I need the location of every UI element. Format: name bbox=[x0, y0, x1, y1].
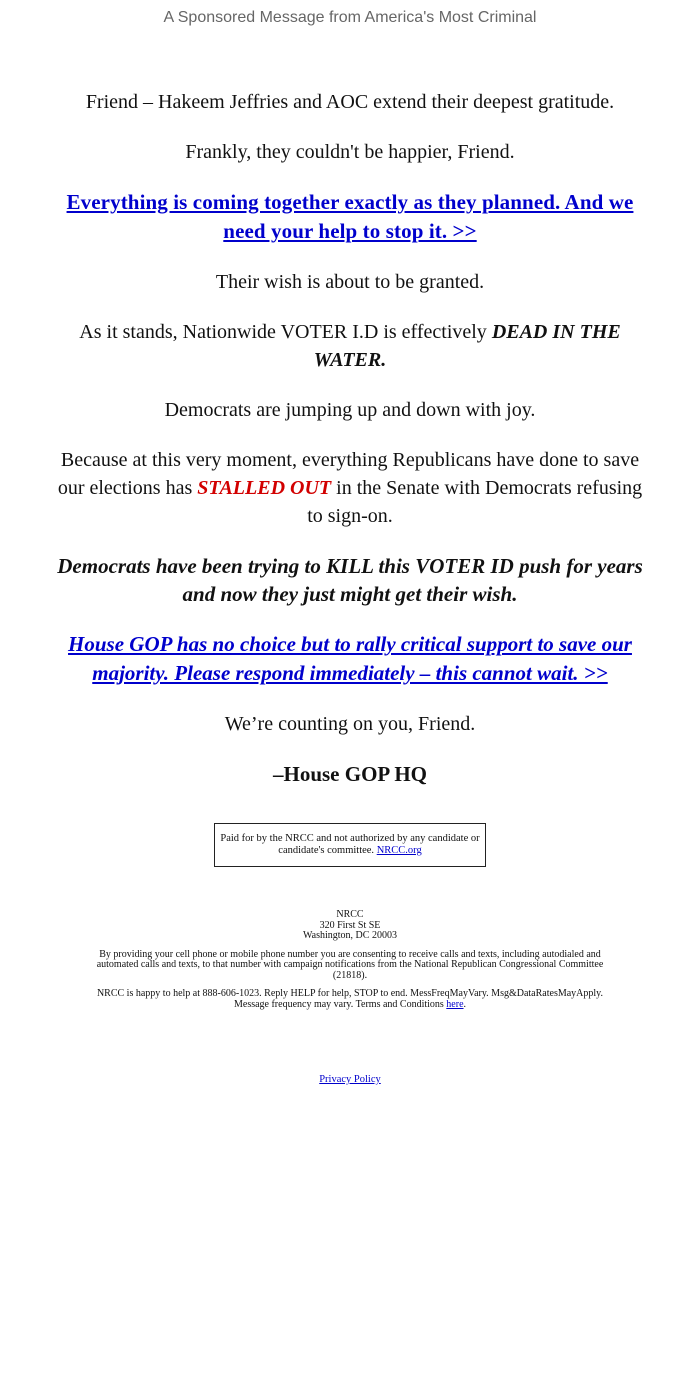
footer-street: 320 First St SE bbox=[319, 919, 381, 931]
cta-link-stop-it[interactable]: Everything is coming together exactly as they planned. And we need your help to stop it. >> bbox=[66, 190, 634, 243]
greeting-paragraph: Friend – Hakeem Jeffries and AOC extend their deepest gratitude. bbox=[85, 91, 615, 113]
stalled-suffix: in the Senate with Democrats refusing to sign-on. bbox=[307, 477, 643, 527]
joy-paragraph: Democrats are jumping up and down with joy. bbox=[164, 399, 536, 421]
wish-paragraph: Their wish is about to be granted. bbox=[215, 271, 485, 293]
privacy-section bbox=[0, 1074, 700, 1085]
privacy-policy-link[interactable]: Privacy Policy bbox=[319, 1074, 381, 1085]
preheader-text: A Sponsored Message from America's Most Criminal bbox=[163, 9, 537, 26]
email-body bbox=[50, 31, 650, 788]
footer bbox=[90, 910, 610, 1010]
footer-address bbox=[90, 910, 610, 942]
footer-city: Washington, DC 20003 bbox=[303, 930, 397, 941]
stalled-paragraph bbox=[50, 446, 650, 530]
footer-help bbox=[90, 989, 610, 1010]
stalled-out-emphasis: STALLED OUT bbox=[197, 477, 332, 499]
nrcc-org-link[interactable]: NRCC.org bbox=[376, 845, 422, 856]
cta-paragraph-1 bbox=[50, 188, 650, 246]
kill-voter-id-paragraph: Democrats have been trying to KILL this VOTER ID push for years and now they just might get their wish. bbox=[57, 554, 643, 606]
counting-paragraph: We’re counting on you, Friend. bbox=[224, 713, 476, 735]
footer-org: NRCC bbox=[336, 909, 364, 920]
stalled-prefix: Because at this very moment, everything Republicans have done to save our elections has bbox=[57, 449, 640, 499]
footer-help-end: . bbox=[463, 998, 467, 1010]
signature: –House GOP HQ bbox=[272, 762, 427, 786]
dead-in-water-emphasis: DEAD IN THE WATER. bbox=[313, 321, 621, 371]
happiness-paragraph: Frankly, they couldn't be happier, Friend. bbox=[185, 141, 515, 163]
voter-id-paragraph bbox=[50, 318, 650, 374]
terms-link[interactable]: here bbox=[446, 998, 464, 1010]
paid-for-disclaimer bbox=[214, 823, 486, 867]
footer-consent: By providing your cell phone or mobile phone number you are consenting to receive calls and texts, including autodialed and automated calls and texts, to that number with campaign notifications from the National Republican Congressional Committee (21818). bbox=[96, 948, 604, 981]
footer-help-text: NRCC is happy to help at 888-606-1023. Reply HELP for help, STOP to end. MessFreqMayVary. Msg&DataRatesMayApply. Message frequency may vary. Terms and Conditions bbox=[96, 988, 604, 1010]
voter-id-text: As it stands, Nationwide VOTER I.D is effectively bbox=[79, 321, 492, 343]
disclaimer-text: Paid for by the NRCC and not authorized by any candidate or candidate's committee. bbox=[220, 833, 480, 856]
cta-paragraph-2 bbox=[50, 630, 650, 688]
cta-link-rally-support[interactable]: House GOP has no choice but to rally critical support to save our majority. Please respond immediately – this cannot wait. >> bbox=[68, 632, 632, 685]
